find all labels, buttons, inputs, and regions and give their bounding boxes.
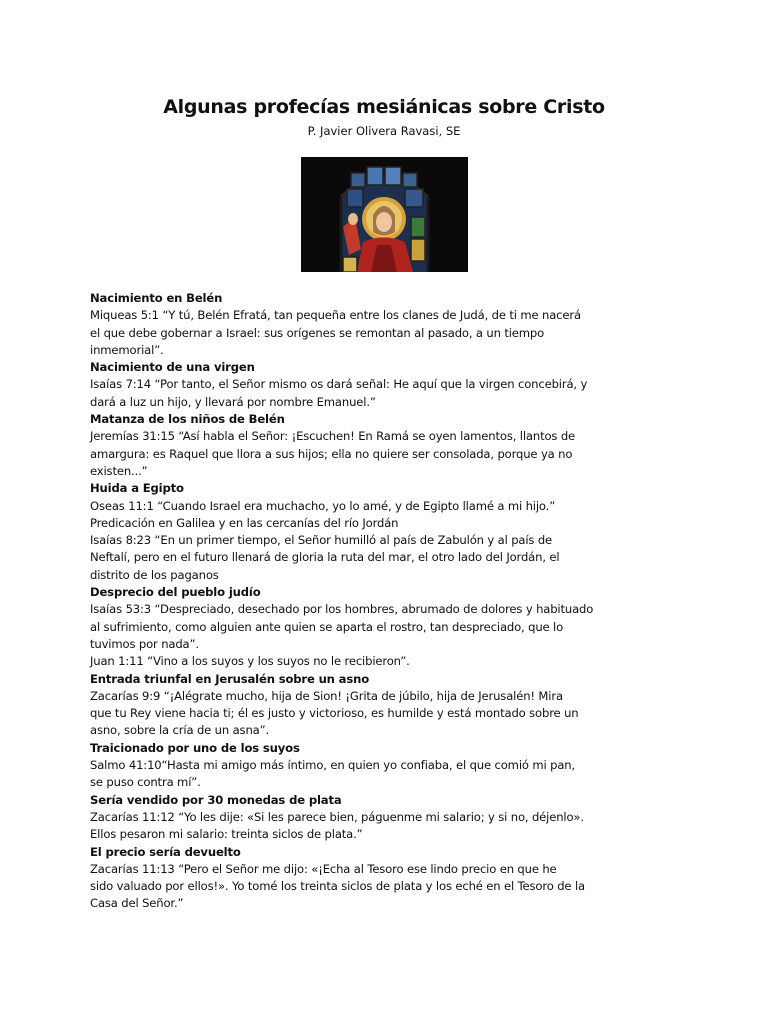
text-line: Miqueas 5:1 “Y tú, Belén Efratá, tan pequeña entre los clanes de Judá, de ti me nacerá <box>90 308 581 323</box>
text-line: Zacarías 11:12 “Yo les dije: «Si les parece bien, páguenme mi salario; y si no, déjenlo». <box>90 809 584 824</box>
text-line: Oseas 11:1 “Cuando Israel era muchacho, yo lo amé, y de Egipto llamé a mi hijo.” <box>90 498 556 513</box>
text-line: Casa del Señor.” <box>90 896 184 911</box>
section-heading: Huida a Egipto <box>90 481 184 496</box>
text-line: Zacarías 9:9 “¡Alégrate mucho, hija de Sion! ¡Grita de júbilo, hija de Jerusalén! Mira <box>90 688 563 703</box>
section-heading: Desprecio del pueblo judío <box>90 585 261 600</box>
document-title: Algunas profecías mesiánicas sobre Cristo <box>163 96 605 118</box>
document-body <box>90 290 600 913</box>
section-heading: Sería vendido por 30 monedas de plata <box>90 792 342 807</box>
section-heading: Matanza de los niños de Belén <box>90 412 285 427</box>
document-author: P. Javier Olivera Ravasi, SE <box>307 124 461 138</box>
text-line: dará a luz un hijo, y llevará por nombre Emanuel.” <box>90 394 376 409</box>
text-line: Juan 1:11 “Vino a los suyos y los suyos no le recibieron”. <box>90 654 410 669</box>
text-line: el que debe gobernar a Israel: sus orígenes se remontan al pasado, a un tiempo <box>90 325 545 340</box>
text-line: Jeremías 31:15 “Así habla el Señor: ¡Escuchen! En Ramá se oyen lamentos, llantos de <box>90 429 576 444</box>
text-line: existen...” <box>90 463 148 478</box>
section-heading: Entrada triunfal en Jerusalén sobre un asno <box>90 671 370 686</box>
stained-glass-christ-illustration <box>301 157 468 272</box>
text-line: amargura: es Raquel que llora a sus hijos; ella no quiere ser consolada, porque ya no <box>90 446 573 461</box>
text-line: distrito de los paganos <box>90 567 219 582</box>
text-line: asno, sobre la cría de un asna”. <box>90 723 269 738</box>
section-heading: Nacimiento de una virgen <box>90 360 255 375</box>
text-line: tuvimos por nada”. <box>90 636 199 651</box>
text-line: se puso contra mí”. <box>90 775 201 790</box>
section-heading: Traicionado por uno de los suyos <box>90 740 300 755</box>
text-line: Salmo 41:10“Hasta mi amigo más íntimo, en quien yo confiaba, el que comió mi pan, <box>90 758 576 773</box>
text-line: que tu Rey viene hacia ti; él es justo y victorioso, es humilde y está montado sobre un <box>90 706 579 721</box>
text-line: Isaías 53:3 “Despreciado, desechado por los hombres, abrumado de dolores y habituado <box>90 602 594 617</box>
section-heading: El precio sería devuelto <box>90 844 241 859</box>
stained-glass-image <box>301 157 468 272</box>
section-heading: Nacimiento en Belén <box>90 291 223 305</box>
text-line: Predicación en Galilea y en las cercanías del río Jordán <box>90 515 399 530</box>
text-line: sido valuado por ellos!». Yo tomé los treinta siclos de plata y los eché en el Tesoro de la <box>90 879 585 894</box>
text-line: Neftalí, pero en el futuro llenará de gloria la ruta del mar, el otro lado del Jordán, el <box>90 550 560 565</box>
text-line: inmemorial”. <box>90 342 164 357</box>
text-line: Ellos pesaron mi salario: treinta siclos de plata.” <box>90 827 363 842</box>
text-line: Isaías 8:23 “En un primer tiempo, el Señor humilló al país de Zabulón y al país de <box>90 533 553 548</box>
text-line: Isaías 7:14 “Por tanto, el Señor mismo os dará señal: He aquí que la virgen concebirá, y <box>90 377 588 392</box>
text-line: al sufrimiento, como alguien ante quien se aparta el rostro, tan despreciado, que lo <box>90 619 564 634</box>
text-line: Zacarías 11:13 “Pero el Señor me dijo: «¡Echa al Tesoro ese lindo precio en que he <box>90 861 557 876</box>
